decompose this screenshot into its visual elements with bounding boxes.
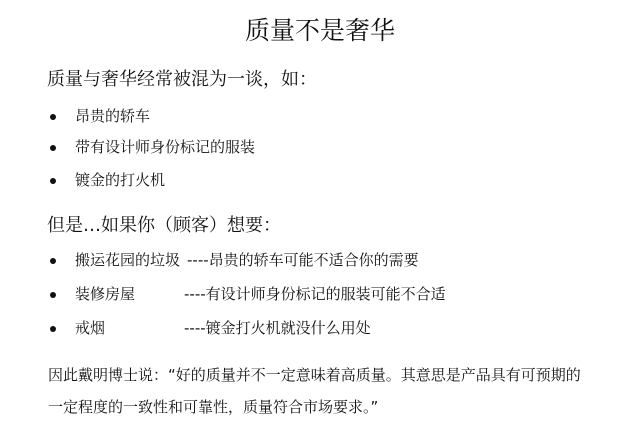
conclusion-line-2: 一定程度的一致性和可靠性，质量符合市场要求。” — [48, 398, 379, 416]
need-point: ----昂贵的轿车可能不适合你的需要 — [187, 251, 419, 269]
intro-heading: 质量与奢华经常被混为一谈，如： — [47, 69, 317, 90]
need-point: ----镀金打火机就没什么用处 — [184, 319, 371, 337]
example-item: 镀金的打火机 — [75, 171, 166, 189]
bullet-icon — [50, 178, 56, 184]
page-title: 质量不是奢华 — [244, 16, 395, 45]
bullet-icon — [50, 258, 56, 264]
need-item: 戒烟 — [75, 319, 106, 337]
bullet-icon — [50, 292, 56, 298]
question-heading: 但是…如果你（顾客）想要： — [47, 215, 281, 236]
bullet-icon — [50, 114, 56, 120]
conclusion-line-1: 因此戴明博士说：“好的质量并不一定意味着高质量。其意思是产品具有可预期的 — [48, 366, 581, 384]
need-item: 搬运花园的垃圾 — [75, 251, 181, 269]
need-point: ----有设计师身份标记的服装可能不合适 — [184, 285, 446, 303]
need-item: 装修房屋 — [75, 285, 136, 303]
example-item: 带有设计师身份标记的服装 — [75, 138, 256, 156]
bullet-icon — [50, 145, 56, 151]
example-item: 昂贵的轿车 — [75, 107, 151, 125]
bullet-icon — [50, 326, 56, 332]
